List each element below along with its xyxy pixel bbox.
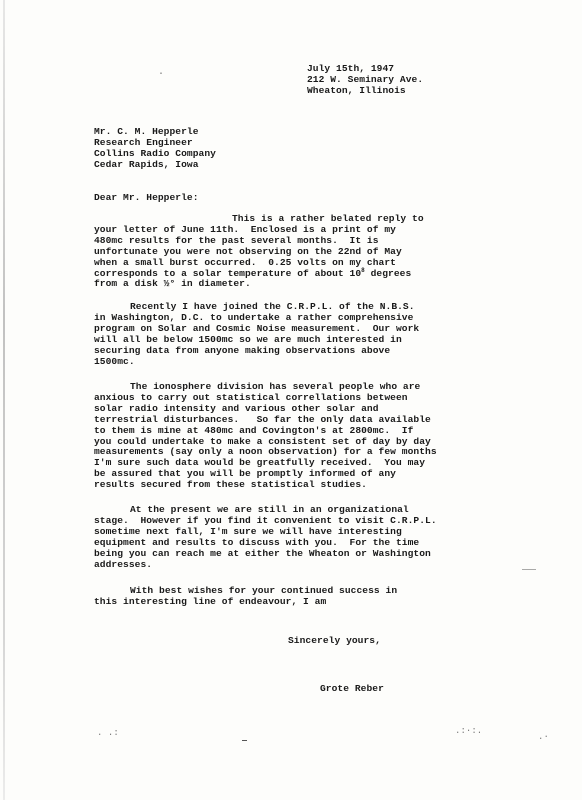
paragraph-line: corresponds to a solar temperature of about $10^8$ degrees: [94, 266, 412, 279]
paragraph-line: solar radio intensity and various other solar and: [94, 402, 379, 414]
paragraph-line: At the present we are still in an organizational: [130, 504, 409, 515]
recipient-name: Mr. C. M. Hepperle: [94, 126, 199, 137]
paragraph-line: unfortunate you were not observing on the 22nd of May: [94, 245, 402, 257]
paragraph-line: This is a rather belated reply to: [232, 213, 424, 224]
paragraph-line: equipment and results to discuss with you. For the time: [94, 536, 420, 548]
paragraph-line: in Washington, D.C. to undertake a rather comprehensive: [94, 311, 414, 323]
paragraph-line: you could undertake to make a consistent set of day by day: [94, 435, 431, 447]
paragraph-line: 1500mc.: [94, 355, 135, 367]
paragraph-line: 480mc results for the past several months. It is: [94, 234, 379, 246]
paragraph-line: Recently I have joined the C.R.P.L. of the N.B.S.: [130, 301, 415, 312]
paragraph-line: With best wishes for your continued success in: [130, 585, 398, 596]
paragraph-line: to them is mine at 480mc and Covington's at 2800mc. If: [94, 424, 414, 436]
paragraph-line: when a small burst occurred. 0.25 volts on my chart: [94, 256, 396, 268]
paragraph-line: addresses.: [94, 558, 153, 570]
paragraph-line: measurements (say only a noon observation) for a few months: [94, 446, 437, 458]
paragraph-line: terrestrial disturbances. So far the only data available: [94, 413, 431, 425]
paragraph-line: stage. However if you find it convenient to visit C.R.P.L.: [94, 514, 437, 526]
recipient-city: Cedar Rapids, Iowa: [94, 159, 199, 170]
sender-street: 212 W. Seminary Ave.: [307, 74, 424, 85]
paragraph-line: results secured from these statistical studies.: [94, 479, 367, 491]
recipient-title: Research Engineer: [94, 137, 193, 148]
degrees-word: degrees: [364, 267, 412, 279]
paragraph-line: securing data from anyone making observations above: [94, 344, 391, 356]
salutation: Dear Mr. Hepperle:: [94, 192, 199, 203]
paragraph-line: The ionosphere division has several people who are: [130, 381, 421, 392]
letter-date: July 15th, 1947: [307, 63, 395, 74]
paragraph-line: from a disk ½° in diameter.: [94, 278, 251, 290]
paragraph-line: will all be below 1500mc so we are much interested in: [94, 333, 402, 345]
recipient-company: Collins Radio Company: [94, 148, 216, 159]
exponent: 8: [361, 266, 365, 274]
paragraph-line: be assured that you will be promptly informed of any: [94, 468, 396, 480]
scan-speck: . .:: [97, 728, 119, 738]
scan-mark: [522, 569, 536, 570]
scan-speck: .·: [538, 732, 549, 742]
paragraph-line: I'm sure such data would be greatfully received. You may: [94, 457, 426, 469]
scan-speck: ·: [158, 69, 165, 80]
paragraph-line: being you can reach me at either the Wheaton or Washington: [94, 547, 431, 559]
paragraph-line: your letter of June 11th. Enclosed is a print of my: [94, 223, 396, 235]
closing: Sincerely yours,: [288, 635, 381, 646]
sender-city: Wheaton, Illinois: [307, 85, 406, 96]
scan-edge: [3, 0, 5, 800]
scan-speck: .:·:.: [455, 726, 483, 736]
paragraph-line: sometime next fall, I'm sure we will have interesting: [94, 525, 402, 537]
scan-mark: [242, 740, 247, 741]
paragraph-line: program on Solar and Cosmic Noise measurement. Our work: [94, 322, 420, 334]
paragraph-line: anxious to carry out statistical correllations between: [94, 391, 408, 403]
signature: Grote Reber: [320, 683, 384, 694]
paragraph-line: this interesting line of endeavour, I am: [94, 595, 327, 607]
